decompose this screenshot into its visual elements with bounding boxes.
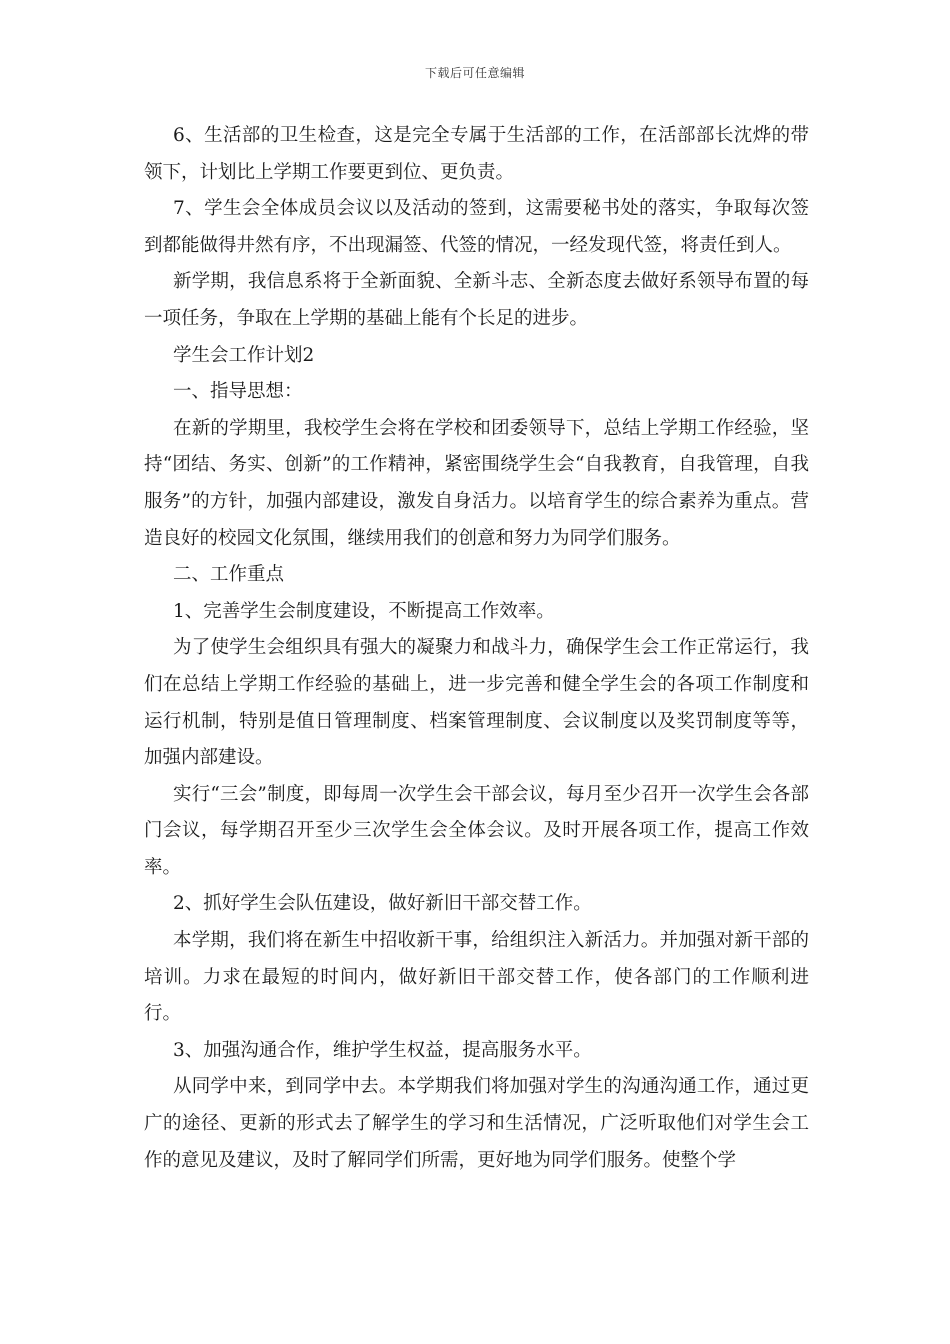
subheading-item-3: 3、加强沟通合作，维护学生权益，提高服务水平。 <box>173 1039 592 1061</box>
paragraph-communication: 从同学中来，到同学中去。本学期我们将加强对学生的沟通沟通工作，通过更广的途径、更新的形式去了解学生的学习和生活情况，广泛听取他们对学生会工作的意见及建议，及时了解同学们所需，更好地为同学们服务。使整个学 <box>144 1076 809 1171</box>
subheading-item-1: 1、完善学生会制度建设，不断提高工作效率。 <box>173 600 555 622</box>
subheading-item-2: 2、抓好学生会队伍建设，做好新旧干部交替工作。 <box>173 893 592 915</box>
heading-guiding-thought: 一、指导思想： <box>173 381 303 403</box>
page-header: 下载后可任意编辑 <box>424 66 525 80</box>
paragraph-new-semester: 新学期，我信息系将于全新面貌、全新斗志、全新态度去做好系领导布置的每一项任务，争取在上学期的基础上能有个长足的进步。 <box>144 271 809 329</box>
paragraph-system-building: 为了使学生会组织具有强大的凝聚力和战斗力，确保学生会工作正常运行，我们在总结上学期工作经验的基础上，进一步完善和健全学生会的各项工作制度和运行机制，特别是值日管理制度、档案管理制度、会议制度以及奖罚制度等等，加强内部建设。 <box>144 637 809 769</box>
section-title-plan-2: 学生会工作计划2 <box>173 344 315 366</box>
document-body <box>144 118 809 1179</box>
paragraph-item-6: 6、生活部的卫生检查，这是完全专属于生活部的工作，在活部部长沈烨的带领下，计划比上学期工作要更到位、更负责。 <box>144 125 809 183</box>
paragraph-guiding-thought: 在新的学期里，我校学生会将在学校和团委领导下，总结上学期工作经验，坚持“团结、务实、创新”的工作精神，紧密围绕学生会“自我教育，自我管理，自我服务”的方针，加强内部建设，激发自身活力。以培育学生的综合素养为重点。营造良好的校园文化氛围，继续用我们的创意和努力为同学们服务。 <box>144 417 809 549</box>
heading-work-focus: 二、工作重点 <box>173 564 285 586</box>
paragraph-team-building: 本学期，我们将在新生中招收新干事，给组织注入新活力。并加强对新干部的培训。力求在最短的时间内，做好新旧干部交替工作，使各部门的工作顺利进行。 <box>144 930 809 1025</box>
paragraph-item-7: 7、学生会全体成员会议以及活动的签到，这需要秘书处的落实，争取每次签到都能做得井然有序，不出现漏签、代签的情况，一经发现代签，将责任到人。 <box>144 198 809 256</box>
paragraph-three-meetings: 实行“三会”制度，即每周一次学生会干部会议，每月至少召开一次学生会各部门会议，每学期召开至少三次学生会全体会议。及时开展各项工作，提高工作效率。 <box>144 783 809 878</box>
